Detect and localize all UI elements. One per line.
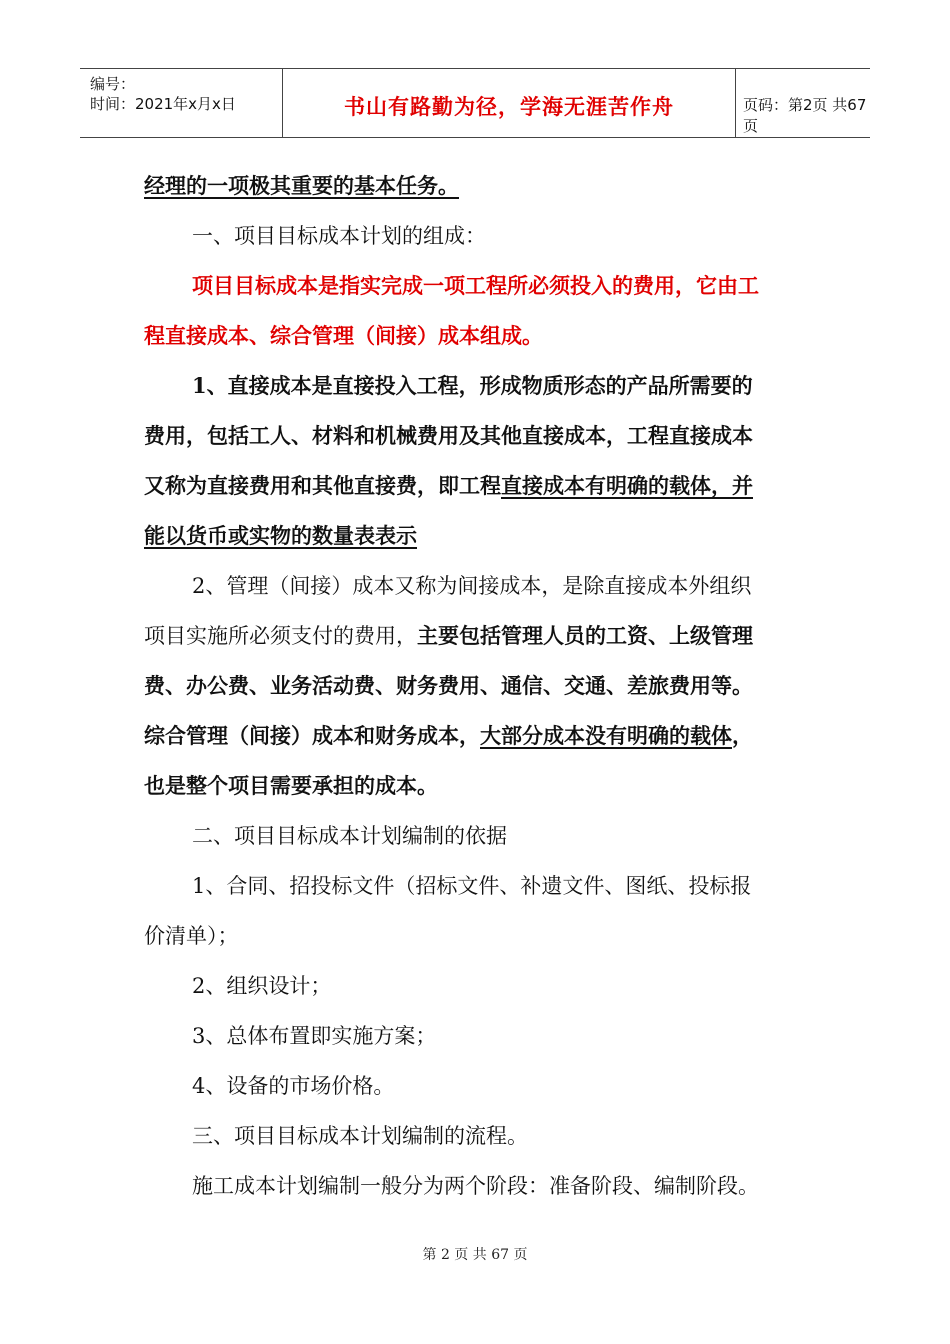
body-line: 1、合同、招投标文件（招标文件、补遗文件、图纸、投标报 xyxy=(192,874,752,898)
doc-number-label: 编号： xyxy=(90,75,136,93)
body-text-underlined: 大部分成本没有明确的载体 xyxy=(480,723,732,748)
body-line xyxy=(144,622,753,650)
header-motto: 书山有路勤为径，学海无涯苦作舟 xyxy=(344,95,674,119)
body-line: 也是整个项目需要承担的成本。 xyxy=(144,773,438,798)
list-item: 2、组织设计； xyxy=(192,974,332,998)
section-heading-3: 三、项目目标成本计划编制的流程。 xyxy=(192,1124,528,1148)
body-text: 又称为直接费用和其他直接费，即工程 xyxy=(144,473,501,498)
body-line: 施工成本计划编制一般分为两个阶段：准备阶段、编制阶段。 xyxy=(192,1174,759,1198)
body-line-underlined: 能以货币或实物的数量表表示 xyxy=(144,523,417,548)
body-text-bold: 主要包括管理人员的工资、上级管理 xyxy=(417,623,753,648)
list-item: 4、设备的市场价格。 xyxy=(192,1074,395,1098)
body-line: 经理的一项极其重要的基本任务。 xyxy=(144,173,459,198)
section-heading-2: 二、项目目标成本计划编制的依据 xyxy=(192,824,507,848)
section-heading-1: 一、项目目标成本计划的组成： xyxy=(192,224,486,248)
header-motto-cell xyxy=(282,69,736,137)
body-line xyxy=(144,722,753,750)
body-line: 费用，包括工人、材料和机械费用及其他直接成本，工程直接成本 xyxy=(144,423,753,448)
doc-time-label: 时间：2021年x月x日 xyxy=(90,95,236,113)
body-line xyxy=(144,472,753,500)
header-left-cell xyxy=(80,69,282,137)
header-table xyxy=(80,68,870,138)
body-line-red: 程直接成本、综合管理（间接）成本组成。 xyxy=(144,323,543,348)
body-line-red: 项目目标成本是指实完成一项工程所必须投入的费用，它由工 xyxy=(192,273,759,298)
body-text: ， xyxy=(732,723,753,748)
header-right-cell xyxy=(735,69,870,137)
body-text: 项目实施所必须支付的费用， xyxy=(144,624,417,648)
page-info: 页码：第2页 共67页 xyxy=(743,96,867,135)
body-line: 价清单）； xyxy=(144,924,239,948)
body-text: 综合管理（间接）成本和财务成本， xyxy=(144,723,480,748)
body-text-underlined: 直接成本有明确的载体，并 xyxy=(501,473,753,498)
body-line: 1、直接成本是直接投入工程，形成物质形态的产品所需要的 xyxy=(192,373,753,398)
body-line: 2、管理（间接）成本又称为间接成本，是除直接成本外组织 xyxy=(192,574,752,598)
page-footer: 第 2 页 共 67 页 xyxy=(422,1247,528,1263)
body-line: 费、办公费、业务活动费、财务费用、通信、交通、差旅费用等。 xyxy=(144,673,753,698)
list-item: 3、总体布置即实施方案； xyxy=(192,1024,437,1048)
